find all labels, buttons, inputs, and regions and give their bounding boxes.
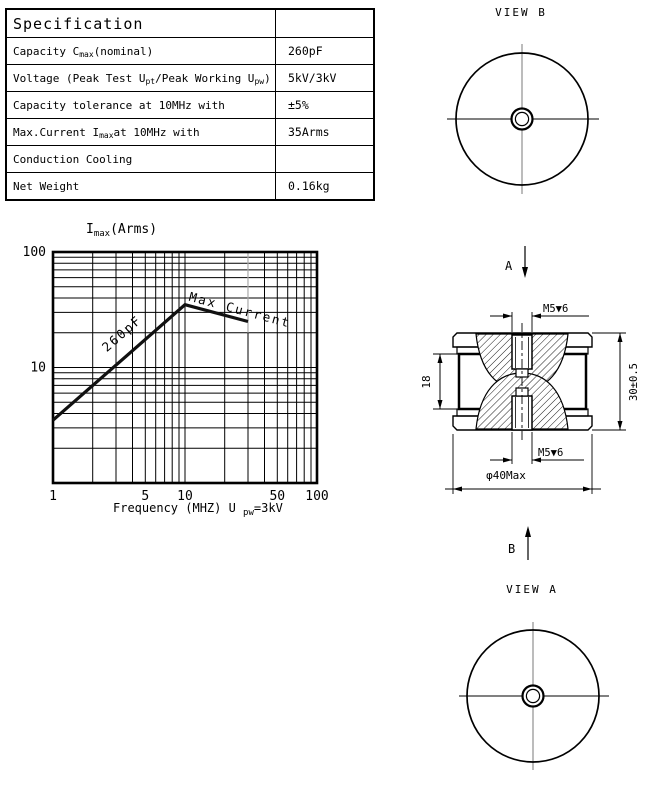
view-a-drawing: [459, 583, 609, 770]
x-title-text: =3kV: [253, 501, 283, 515]
view-a-title: VIEW A: [506, 583, 558, 596]
y-tick-label: 100: [22, 245, 46, 260]
label-text: /Peak Working U: [155, 71, 255, 85]
dim-arrow: [503, 458, 512, 463]
dim-inner-height: 18: [420, 375, 433, 389]
view-b-drawing: [447, 6, 599, 194]
dim-arrow: [438, 400, 443, 409]
dim-arrow: [618, 333, 623, 342]
x-tick-label: 5: [141, 489, 150, 504]
label-text: at 10MHz with: [113, 125, 200, 139]
x-tick-label: 1: [49, 489, 57, 504]
dim-arrow: [583, 487, 592, 492]
center-hole-outer: [512, 109, 533, 130]
label-text: Net Weight: [13, 179, 80, 193]
section-arrow-a: [505, 246, 528, 278]
arrow-b-label: B: [508, 542, 516, 556]
y-title-text: I: [86, 222, 94, 237]
label-subscript: pw: [254, 76, 265, 86]
label-subscript: max: [79, 49, 94, 59]
arrow-b-head: [525, 526, 531, 537]
section-arrow-b: [508, 526, 531, 560]
spec-row-value: ±5%: [275, 92, 373, 118]
label-text: ): [264, 71, 271, 85]
spec-row-value: 260pF: [275, 38, 373, 64]
thread-spec-top: M5▼6: [543, 303, 569, 315]
x-title-text: Frequency (MHZ) U: [113, 501, 244, 515]
dim-arrow: [438, 354, 443, 363]
dim-arrow: [532, 314, 541, 319]
dim-total-height: 30±0.5: [628, 363, 640, 401]
spec-row-value: 5kV/3kV: [275, 65, 373, 91]
curve-annotation: 260pF: [98, 312, 145, 355]
x-tick-label: 100: [305, 489, 329, 504]
x-title-subscript: pw: [243, 508, 254, 518]
y-title-text: (Arms): [110, 222, 158, 237]
y-title-subscript: max: [93, 229, 111, 239]
curve-annotation: Max Current: [187, 288, 293, 331]
dim-arrow: [503, 314, 512, 319]
thread-spec-bottom: M5▼6: [538, 447, 564, 459]
label-text: Conduction Cooling: [13, 152, 133, 166]
x-tick-label: 10: [177, 489, 193, 504]
section-drawing: [420, 303, 640, 494]
spec-row-value: 0.16kg: [275, 173, 373, 199]
label-text: Voltage (Peak Test U: [13, 71, 146, 85]
dim-arrow: [453, 487, 462, 492]
view-b-title: VIEW B: [495, 6, 547, 19]
dim-arrow: [618, 421, 623, 430]
label-text: (nominal): [93, 44, 154, 58]
x-tick-label: 50: [269, 489, 286, 504]
dim-diameter: φ40Max: [486, 469, 526, 482]
label-text: Max.Current I: [13, 125, 100, 139]
label-subscript: pt: [145, 76, 156, 86]
center-hole-outer: [523, 686, 544, 707]
spec-row-value: 35Arms: [275, 119, 373, 145]
label-text: Capacity tolerance at 10MHz with: [13, 98, 225, 112]
spec-header: Specification: [13, 14, 144, 33]
y-tick-label: 10: [30, 360, 46, 376]
arrow-a-head: [522, 267, 528, 278]
label-text: Capacity C: [13, 44, 80, 58]
label-subscript: max: [99, 130, 114, 140]
arrow-a-label: A: [505, 259, 513, 273]
